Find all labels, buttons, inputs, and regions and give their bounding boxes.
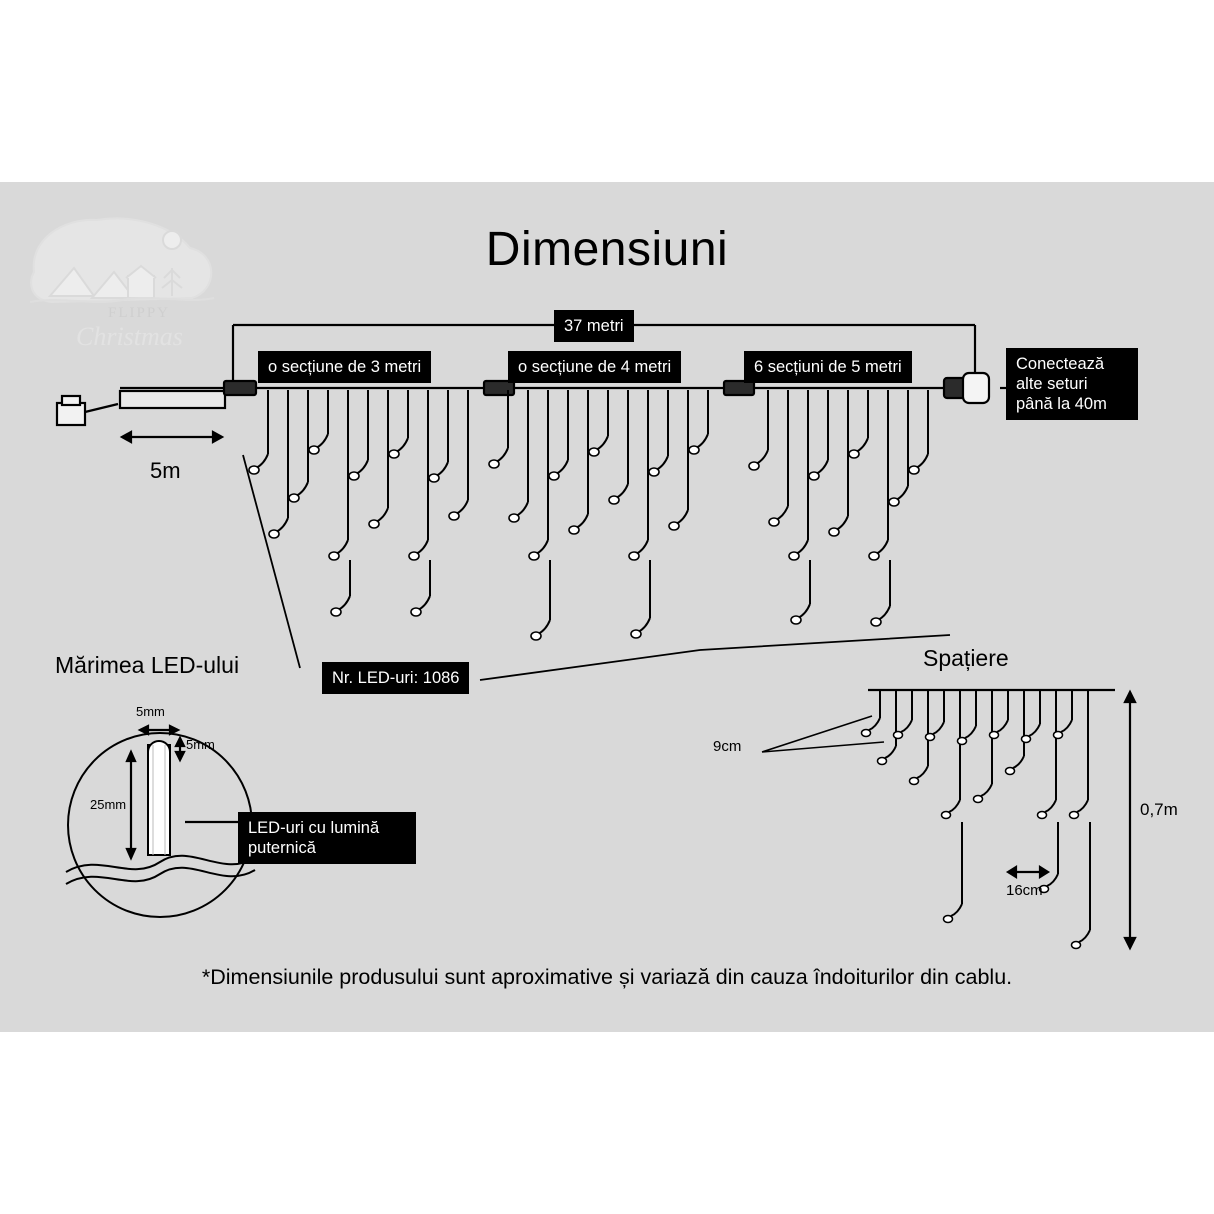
led-length-label: 25mm xyxy=(90,797,127,812)
led-size-heading: Mărimea LED-ului xyxy=(55,652,240,678)
total-length-label: 37 metri xyxy=(554,310,634,342)
footnote-text: *Dimensiunile produsului sunt aproximative și variază din cauza îndoiturilor din cablu. xyxy=(201,965,1013,989)
led-height-label: 5mm xyxy=(186,737,215,752)
page-title: Dimensiuni xyxy=(485,223,729,276)
section-label-4m: o secțiune de 4 metri xyxy=(508,351,681,383)
connect-more-line-3: până la 40m xyxy=(1016,395,1107,413)
bright-led-callout xyxy=(238,812,416,864)
led-count-label: Nr. LED-uri: 1086 xyxy=(322,662,469,694)
bright-led-line-1: LED-uri cu lumină xyxy=(248,819,380,837)
connect-more-line-1: Conectează xyxy=(1016,355,1105,373)
bright-led-line-2: puternică xyxy=(248,839,316,857)
led-width-label: 5mm xyxy=(136,704,165,719)
drop-spacing-label: 9cm xyxy=(713,738,742,755)
lead-length-label: 5m xyxy=(150,458,181,483)
spacing-height-label: 0,7m xyxy=(1140,800,1178,819)
spacing-heading: Spațiere xyxy=(923,645,1009,671)
brand-name-top: FLIPPY xyxy=(108,305,171,321)
brand-name-bottom: Christmas xyxy=(76,322,183,351)
section-label-3m: o secțiune de 3 metri xyxy=(258,351,431,383)
connect-more-line-2: alte seturi xyxy=(1016,375,1088,393)
strand-spacing-label: 16cm xyxy=(1006,882,1043,899)
connect-more-label xyxy=(1006,348,1138,420)
section-label-5m: 6 secțiuni de 5 metri xyxy=(744,351,912,383)
